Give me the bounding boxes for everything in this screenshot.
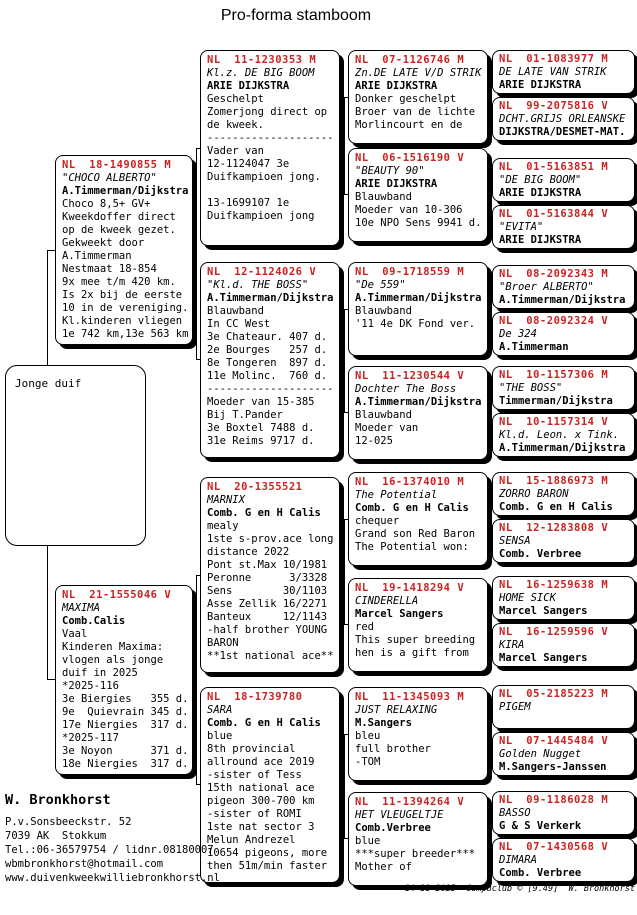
- pigeon-name: Golden Nugget: [499, 748, 582, 760]
- pedigree-text-line: Moeder van 15-385: [207, 396, 315, 408]
- pedigree-text-line: Vaal: [62, 628, 88, 640]
- pigeon-name: The Potential: [355, 489, 438, 501]
- pigeon-owner: Comb.Calis: [62, 615, 126, 627]
- pigeon-owner: A.Timmerman/Dijkstra: [355, 292, 482, 304]
- ring-number: NL 05-2185223 M: [499, 688, 609, 700]
- pedigree-text-line: 13-1699107 1e: [207, 197, 290, 209]
- ring-number: NL 10-1157314 V: [499, 416, 609, 428]
- ring-number: NL 09-1718559 M: [355, 266, 465, 278]
- pedigree-text-line: 10e NPO Sens 9941 d.: [355, 217, 482, 229]
- ring-number: NL 07-1430568 V: [499, 841, 609, 853]
- pigeon-owner: Comb. G en H Calis: [499, 501, 613, 513]
- pigeon-owner: Marcel Sangers: [355, 608, 444, 620]
- pedigree-text-line: 1ste s-prov.ace long: [207, 533, 334, 545]
- pedigree-text-line: -TOM: [355, 756, 381, 768]
- box-gen4-5: [492, 312, 635, 356]
- box-gen1-father: [55, 155, 193, 345]
- connector-line: [340, 785, 344, 786]
- pedigree-text-line: Broer van de lichte: [355, 106, 476, 118]
- box-gen4-11: [492, 623, 635, 667]
- pedigree-text-line: full brother: [355, 743, 431, 755]
- pedigree-text-line: '11 4e DK Fond ver.: [355, 318, 476, 330]
- pigeon-name: DCHT.GRIJS ORLEANSKE: [499, 113, 626, 125]
- pigeon-name: DIMARA: [499, 854, 537, 866]
- pigeon-notes: [355, 305, 481, 331]
- connector-line: [340, 575, 344, 576]
- ring-number: NL 09-1186028 M: [499, 794, 609, 806]
- pedigree-text-line: hen is a gift from: [355, 647, 469, 659]
- pigeon-name: "Kl.d. THE BOSS": [207, 279, 309, 291]
- pedigree-text-line: 8th provincial: [207, 743, 296, 755]
- pedigree-text-line: Blauwband: [355, 191, 412, 203]
- pedigree-text-line: Pont st.Max 10/1981: [207, 559, 328, 571]
- box-gen4-3: [492, 205, 635, 249]
- pigeon-name: BASSO: [499, 807, 531, 819]
- pigeon-name: PIGEM: [499, 701, 531, 713]
- pigeon-notes: [62, 198, 189, 341]
- pedigree-text-line: Peronne 3/3328: [207, 572, 328, 584]
- pedigree-text-line: red: [355, 621, 374, 633]
- pigeon-owner: ARIE DIJKSTRA: [499, 79, 582, 91]
- pigeon-name: "THE BOSS": [499, 382, 563, 394]
- pedigree-text-line: 12-025: [355, 435, 393, 447]
- pedigree-text-line: A.Timmerman: [62, 250, 132, 262]
- pigeon-owner: Comb. G en H Calis: [207, 717, 321, 729]
- pedigree-text-line: In CC West: [207, 318, 271, 330]
- pigeon-owner: Comb. G en H Calis: [355, 502, 469, 514]
- pedigree-text-line: Choco 8,5+ GV+: [62, 198, 151, 210]
- pigeon-notes: [355, 515, 481, 554]
- pedigree-text-line: 10654 pigeons, more: [207, 847, 328, 859]
- pedigree-text-line: Zomerjong direct op: [207, 106, 328, 118]
- pigeon-name: De 324: [499, 328, 537, 340]
- pigeon-name: SARA: [207, 704, 233, 716]
- ring-number: NL 20-1355521: [207, 481, 303, 493]
- pigeon-notes: [355, 93, 481, 132]
- pedigree-text-line: Moeder van: [355, 422, 419, 434]
- pedigree-text-line: Kl.kinderen vliegen: [62, 315, 183, 327]
- pedigree-text-line: BARON: [207, 637, 239, 649]
- loft-info: [5, 792, 220, 885]
- pigeon-name: "Broer ALBERTO": [499, 281, 594, 293]
- pedigree-text-line: 8e Tongeren 897 d.: [207, 357, 328, 369]
- pedigree-text-line: Geschelpt: [207, 93, 264, 105]
- box-gen2-1: [200, 262, 340, 458]
- pedigree-text-line: **1st national ace**: [207, 650, 334, 662]
- footer-credit: 14-11-2025 Compuclub © [9.49] W. Bronkhorst: [404, 884, 635, 894]
- pedigree-text-line: Kweekdoffer direct: [62, 211, 176, 223]
- box-gen3-2: [348, 262, 488, 356]
- box-gen4-12: [492, 685, 635, 729]
- pigeon-owner: Comb. G en H Calis: [207, 507, 321, 519]
- loft-email: wbmbronkhorst@hotmail.com: [5, 858, 164, 870]
- pigeon-name: JUST RELAXING: [355, 704, 438, 716]
- ring-number: NL 18-1739780: [207, 691, 303, 703]
- pedigree-text-line: 3e Biergies 355 d.: [62, 693, 189, 705]
- box-gen4-0: [492, 50, 635, 94]
- pigeon-name: "DE BIG BOOM": [499, 174, 582, 186]
- pigeon-notes: [355, 621, 481, 660]
- pigeon-notes: [62, 628, 189, 771]
- loft-phone: Tel.:06-36579754 / lidnr.08180007: [5, 844, 214, 856]
- pedigree-text-line: Nestmaat 18-854: [62, 263, 157, 275]
- connector-line: [47, 545, 55, 680]
- pigeon-name: DE LATE VAN STRIK: [499, 66, 607, 78]
- ring-number: NL 08-2092343 M: [499, 268, 609, 280]
- box-gen4-6: [492, 366, 635, 410]
- loft-city: 7039 AK Stokkum: [5, 830, 107, 842]
- pigeon-notes: [207, 520, 333, 663]
- pigeon-owner: Comb.Verbree: [355, 822, 431, 834]
- pigeon-name: Dochter The Boss: [355, 383, 457, 395]
- ring-number: NL 12-1124026 V: [207, 266, 317, 278]
- pedigree-text-line: -half brother YOUNG: [207, 624, 328, 636]
- pedigree-text-line: duif in 2025: [62, 667, 138, 679]
- pedigree-text-line: Moeder van 10-306: [355, 204, 463, 216]
- box-gen4-7: [492, 413, 635, 457]
- ring-number: NL 01-1083977 M: [499, 53, 609, 65]
- box-gen4-13: [492, 732, 635, 776]
- pedigree-text-line: *2025-117: [62, 732, 119, 744]
- pigeon-owner: ARIE DIJKSTRA: [207, 80, 290, 92]
- pedigree-text-line: ***super breeder***: [355, 848, 476, 860]
- pedigree-text-line: --------------------: [207, 132, 334, 144]
- box-gen2-0: [200, 50, 340, 246]
- box-gen2-2: [200, 477, 340, 673]
- pedigree-text-line: allround ace 2019: [207, 756, 315, 768]
- pedigree-text-line: Mother of: [355, 861, 412, 873]
- pigeon-name: Kl.z. DE BIG BOOM: [207, 67, 315, 79]
- pigeon-owner: A.Timmerman/Dijkstra: [499, 294, 626, 306]
- pedigree-text-line: Asse Zellik 16/2271: [207, 598, 328, 610]
- pigeon-owner: A.Timmerman: [499, 341, 569, 353]
- pigeon-name: MARNIX: [207, 494, 245, 506]
- pedigree-text-line: op de kweek gezet.: [62, 224, 176, 236]
- pigeon-name: "De 559": [355, 279, 406, 291]
- pedigree-text-line: then 51m/min faster: [207, 860, 328, 872]
- pedigree-text-line: mealy: [207, 520, 239, 532]
- pedigree-text-line: chequer: [355, 515, 400, 527]
- ring-number: NL 15-1886973 M: [499, 475, 609, 487]
- box-gen3-1: [348, 148, 488, 242]
- ring-number: NL 08-2092324 V: [499, 315, 609, 327]
- ring-number: NL 11-1345093 M: [355, 691, 465, 703]
- pedigree-text-line: 1ste nat sector 3: [207, 821, 315, 833]
- pedigree-text-line: 3e Noyon 371 d.: [62, 745, 189, 757]
- ring-number: NL 01-5163851 M: [499, 161, 609, 173]
- box-gen4-14: [492, 791, 635, 835]
- box-gen3-6: [348, 687, 488, 781]
- pigeon-notes: [355, 835, 481, 874]
- connector-line: [340, 360, 344, 361]
- loft-website: www.duivenkweekwilliebronkhorst.nl: [5, 872, 220, 884]
- box-gen4-8: [492, 472, 635, 516]
- pigeon-owner: Marcel Sangers: [499, 605, 588, 617]
- pedigree-text-line: Banteux 12/1143: [207, 611, 328, 623]
- pigeon-notes: [207, 93, 333, 223]
- box-gen3-5: [348, 578, 488, 672]
- pigeon-name: Kl.d. Leon. x Tink.: [499, 429, 620, 441]
- pigeon-name: MAXIMA: [62, 602, 100, 614]
- ring-number: NL 06-1516190 V: [355, 152, 465, 164]
- ring-number: NL 16-1259596 V: [499, 626, 609, 638]
- pedigree-text-line: distance 2022: [207, 546, 290, 558]
- box-gen1-mother: [55, 585, 193, 775]
- pigeon-name: "BEAUTY 90": [355, 165, 425, 177]
- pedigree-text-line: Gekweekt door: [62, 237, 145, 249]
- box-gen3-3: [348, 366, 488, 460]
- pedigree-text-line: 9x mee t/m 420 km.: [62, 276, 176, 288]
- pedigree-text-line: -sister of Tess: [207, 769, 302, 781]
- connector-line: [47, 250, 55, 365]
- pedigree-text-line: Vader van: [207, 145, 264, 157]
- pedigree-text-line: 17e Niergies 317 d.: [62, 719, 189, 731]
- ring-number: NL 16-1259638 M: [499, 579, 609, 591]
- box-gen4-15: [492, 838, 635, 882]
- connector-line: [340, 148, 344, 149]
- pedigree-text-line: blue: [207, 730, 233, 742]
- pedigree-text-line: blue: [355, 835, 381, 847]
- pigeon-name: SENSA: [499, 535, 531, 547]
- subject-box-label: Jonge duif: [15, 377, 82, 390]
- pedigree-text-line: Grand son Red Baron: [355, 528, 476, 540]
- ring-number: NL 10-1157306 M: [499, 369, 609, 381]
- pigeon-notes: [355, 191, 481, 230]
- box-gen4-1: [492, 97, 635, 141]
- pedigree-text-line: The Potential won:: [355, 541, 469, 553]
- box-gen4-4: [492, 265, 635, 309]
- pedigree-text-line: Donker geschelpt: [355, 93, 457, 105]
- pigeon-owner: A.Timmerman/Dijkstra: [499, 442, 626, 454]
- pedigree-text-line: 1e 742 km,13e 563 km: [62, 328, 189, 340]
- box-gen3-4: [348, 472, 488, 566]
- pedigree-text-line: Sens 30/1103: [207, 585, 328, 597]
- pedigree-text-line: bleu: [355, 730, 381, 742]
- pedigree-text-line: vlogen als jonge: [62, 654, 164, 666]
- pigeon-notes: [207, 305, 333, 448]
- pedigree-text-line: 11e Molinc. 760 d.: [207, 370, 328, 382]
- pigeon-notes: [355, 730, 481, 769]
- pedigree-text-line: 2e Bourges 257 d.: [207, 344, 328, 356]
- pedigree-text-line: This super breeding: [355, 634, 476, 646]
- ring-number: NL 07-1126746 M: [355, 54, 465, 66]
- box-gen4-9: [492, 519, 635, 563]
- pigeon-owner: DIJKSTRA/DESMET-MAT.: [499, 126, 626, 138]
- pedigree-text-line: Kinderen Maxima:: [62, 641, 164, 653]
- ring-number: NL 11-1394264 V: [355, 796, 465, 808]
- pedigree-text-line: 3e Chateaur. 407 d.: [207, 331, 328, 343]
- loft-owner-name: W. Bronkhorst: [5, 792, 111, 808]
- pedigree-text-line: 15th national ace: [207, 782, 315, 794]
- ring-number: NL 07-1445484 V: [499, 735, 609, 747]
- pedigree-text-line: Melun Andrezel: [207, 834, 296, 846]
- pedigree-text-line: 10 in de vereniging.: [62, 302, 189, 314]
- pedigree-text-line: 12-1124047 3e: [207, 158, 290, 170]
- ring-number: NL 99-2075816 V: [499, 100, 609, 112]
- pedigree-text-line: [207, 184, 333, 197]
- pedigree-text-line: --------------------: [207, 383, 334, 395]
- pigeon-name: HET VLEUGELTJE: [355, 809, 444, 821]
- pigeon-notes: [207, 730, 333, 873]
- pigeon-owner: ARIE DIJKSTRA: [355, 80, 438, 92]
- box-gen2-3: [200, 687, 340, 883]
- box-gen4-10: [492, 576, 635, 620]
- ring-number: NL 11-1230544 V: [355, 370, 465, 382]
- pigeon-name: Zn.DE LATE V/D STRIK: [355, 67, 482, 79]
- ring-number: NL 01-5163844 V: [499, 208, 609, 220]
- pedigree-text-line: pigeon 300-700 km: [207, 795, 315, 807]
- pedigree-text-line: de kweek.: [207, 119, 264, 131]
- pedigree-text-line: *2025-116: [62, 680, 119, 692]
- pedigree-text-line: Blauwband: [355, 409, 412, 421]
- pigeon-name: "CHOCO ALBERTO": [62, 172, 157, 184]
- ring-number: NL 16-1374010 M: [355, 476, 465, 488]
- pedigree-text-line: Morlincourt en de: [355, 119, 463, 131]
- pigeon-owner: G & S Verkerk: [499, 820, 582, 832]
- pigeon-owner: A.Timmerman/Dijkstra: [62, 185, 189, 197]
- box-gen4-2: [492, 158, 635, 202]
- pigeon-name: "EVITA": [499, 221, 544, 233]
- box-gen3-0: [348, 50, 488, 144]
- pedigree-text-line: Bij T.Pander: [207, 409, 283, 421]
- pigeon-owner: M.Sangers-Janssen: [499, 761, 607, 773]
- pedigree-text-line: 31e Reims 9717 d.: [207, 435, 315, 447]
- ring-number: NL 21-1555046 V: [62, 589, 172, 601]
- pedigree-text-line: -sister of ROMI: [207, 808, 302, 820]
- pigeon-notes: [355, 409, 481, 448]
- subject-box: [5, 365, 146, 546]
- pedigree-text-line: Duifkampioen jong: [207, 210, 315, 222]
- pigeon-owner: ARIE DIJKSTRA: [499, 234, 582, 246]
- pigeon-name: KIRA: [499, 639, 525, 651]
- page-title: Pro-forma stamboom: [220, 7, 372, 24]
- pigeon-owner: Timmerman/Dijkstra: [499, 395, 613, 407]
- ring-number: NL 11-1230353 M: [207, 54, 317, 66]
- pigeon-owner: M.Sangers: [355, 717, 412, 729]
- pigeon-owner: Comb. Verbree: [499, 548, 582, 560]
- loft-address: P.v.Sonsbeeckstr. 52: [5, 816, 132, 828]
- ring-number: NL 12-1283808 V: [499, 522, 609, 534]
- pedigree-text-line: Is 2x bij de eerste: [62, 289, 183, 301]
- pigeon-owner: A.Timmerman/Dijkstra: [207, 292, 334, 304]
- pedigree-text-line: Blauwband: [355, 305, 412, 317]
- pigeon-owner: Comb. Verbree: [499, 867, 582, 879]
- box-gen3-7: [348, 792, 488, 886]
- pigeon-name: CINDERELLA: [355, 595, 419, 607]
- pedigree-text-line: 18e Niergies 317 d.: [62, 758, 189, 770]
- pedigree-text-line: 9e Quievrain 345 d.: [62, 706, 189, 718]
- ring-number: NL 19-1418294 V: [355, 582, 465, 594]
- pigeon-owner: ARIE DIJKSTRA: [355, 178, 438, 190]
- pigeon-name: HOME SICK: [499, 592, 556, 604]
- pedigree-text-line: Duifkampioen jong.: [207, 171, 321, 183]
- pedigree-text-line: 3e Boxtel 7488 d.: [207, 422, 315, 434]
- ring-number: NL 18-1490855 M: [62, 159, 172, 171]
- pigeon-owner: Marcel Sangers: [499, 652, 588, 664]
- pigeon-owner: A.Timmerman/Dijkstra: [355, 396, 482, 408]
- pedigree-text-line: Blauwband: [207, 305, 264, 317]
- pigeon-name: ZORRO BARON: [499, 488, 569, 500]
- pigeon-owner: ARIE DIJKSTRA: [499, 187, 582, 199]
